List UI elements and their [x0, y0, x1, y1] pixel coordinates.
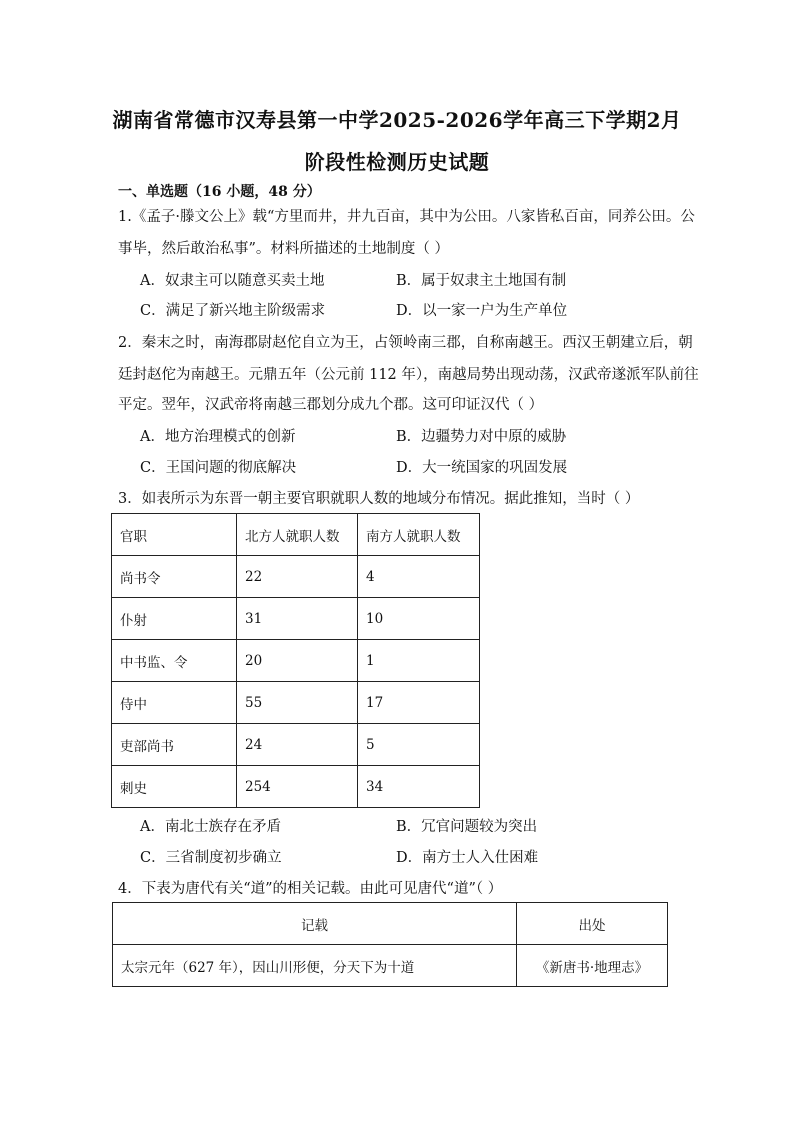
q1-option-d[interactable]: D．以一家一户为生产单位 [396, 303, 568, 319]
table-header-cell: 官职 [112, 514, 237, 556]
q1-option-a[interactable]: A．奴隶主可以随意买卖土地 [140, 273, 325, 289]
q3-option-d[interactable]: D．南方士人入仕困难 [396, 850, 539, 866]
q3-option-b[interactable]: B．冗官问题较为突出 [396, 819, 538, 835]
q3-table [111, 513, 480, 808]
section-heading: 一、单选题（16 小题，48 分） [118, 184, 321, 200]
table-cell: 中书监、令 [112, 640, 237, 682]
q2-stem-line2: 廷封赵佗为南越王。元鼎五年（公元前 112 年），南越局势出现动荡，汉武帝遂派军队前往 [118, 367, 699, 383]
q4-table [112, 902, 668, 987]
table-cell: 24 [237, 724, 358, 766]
q3-stem: 3．如表所示为东晋一朝主要官职就职人数的地域分布情况。据此推知，当时（ ） [118, 491, 640, 507]
table-header-row [112, 514, 480, 556]
table-row [113, 945, 668, 987]
table-header-row [113, 903, 668, 945]
q2-option-c[interactable]: C．王国问题的彻底解决 [140, 460, 297, 476]
table-cell: 1 [358, 640, 480, 682]
table-cell: 34 [358, 766, 480, 808]
table-row [112, 682, 480, 724]
table-cell: 22 [237, 556, 358, 598]
q1-stem-line2: 事毕，然后敢治私事”。材料所描述的土地制度（ ） [118, 241, 450, 257]
table-cell: 20 [237, 640, 358, 682]
q2-option-a[interactable]: A．地方治理模式的创新 [140, 429, 296, 445]
table-cell: 31 [237, 598, 358, 640]
table-header-cell: 出处 [517, 903, 668, 945]
q1-stem-line1: 1.《孟子·滕文公上》载“方里而井，井九百亩，其中为公田。八家皆私百亩，同养公田。公 [118, 209, 695, 225]
table-cell: 17 [358, 682, 480, 724]
table-cell: 10 [358, 598, 480, 640]
table-cell: 55 [237, 682, 358, 724]
table-row [112, 556, 480, 598]
page-title-line1: 湖南省常德市汉寿县第一中学2025-2026学年高三下学期2月 [112, 108, 682, 132]
table-cell: 尚书令 [112, 556, 237, 598]
page-title-line2: 阶段性检测历史试题 [304, 150, 490, 174]
table-cell: 254 [237, 766, 358, 808]
q2-stem-line1: 2．秦末之时，南海郡尉赵佗自立为王，占领岭南三郡，自称南越王。西汉王朝建立后，朝 [118, 335, 693, 351]
table-cell: 侍中 [112, 682, 237, 724]
q2-option-b[interactable]: B．边疆势力对中原的威胁 [396, 429, 567, 445]
table-row [112, 724, 480, 766]
q3-option-a[interactable]: A．南北士族存在矛盾 [140, 819, 281, 835]
q1-option-c[interactable]: C．满足了新兴地主阶级需求 [140, 303, 326, 319]
q3-option-c[interactable]: C．三省制度初步确立 [140, 850, 282, 866]
table-cell: 5 [358, 724, 480, 766]
table-cell: 太宗元年（627 年），因山川形便，分天下为十道 [113, 945, 517, 987]
table-cell: 《新唐书·地理志》 [517, 945, 668, 987]
q1-option-b[interactable]: B．属于奴隶主土地国有制 [396, 273, 567, 289]
table-row [112, 766, 480, 808]
table-row [112, 598, 480, 640]
table-cell: 4 [358, 556, 480, 598]
table-cell: 仆射 [112, 598, 237, 640]
q2-option-d[interactable]: D．大一统国家的巩固发展 [396, 460, 568, 476]
q2-stem-line3: 平定。翌年，汉武帝将南越三郡划分成九个郡。这可印证汉代（ ） [118, 397, 544, 413]
table-cell: 吏部尚书 [112, 724, 237, 766]
table-header-cell: 南方人就职人数 [358, 514, 480, 556]
table-header-cell: 北方人就职人数 [237, 514, 358, 556]
table-cell: 刺史 [112, 766, 237, 808]
q4-stem: 4．下表为唐代有关“道”的相关记载。由此可见唐代“道”（ ） [118, 881, 503, 897]
table-header-cell: 记载 [113, 903, 517, 945]
table-row [112, 640, 480, 682]
